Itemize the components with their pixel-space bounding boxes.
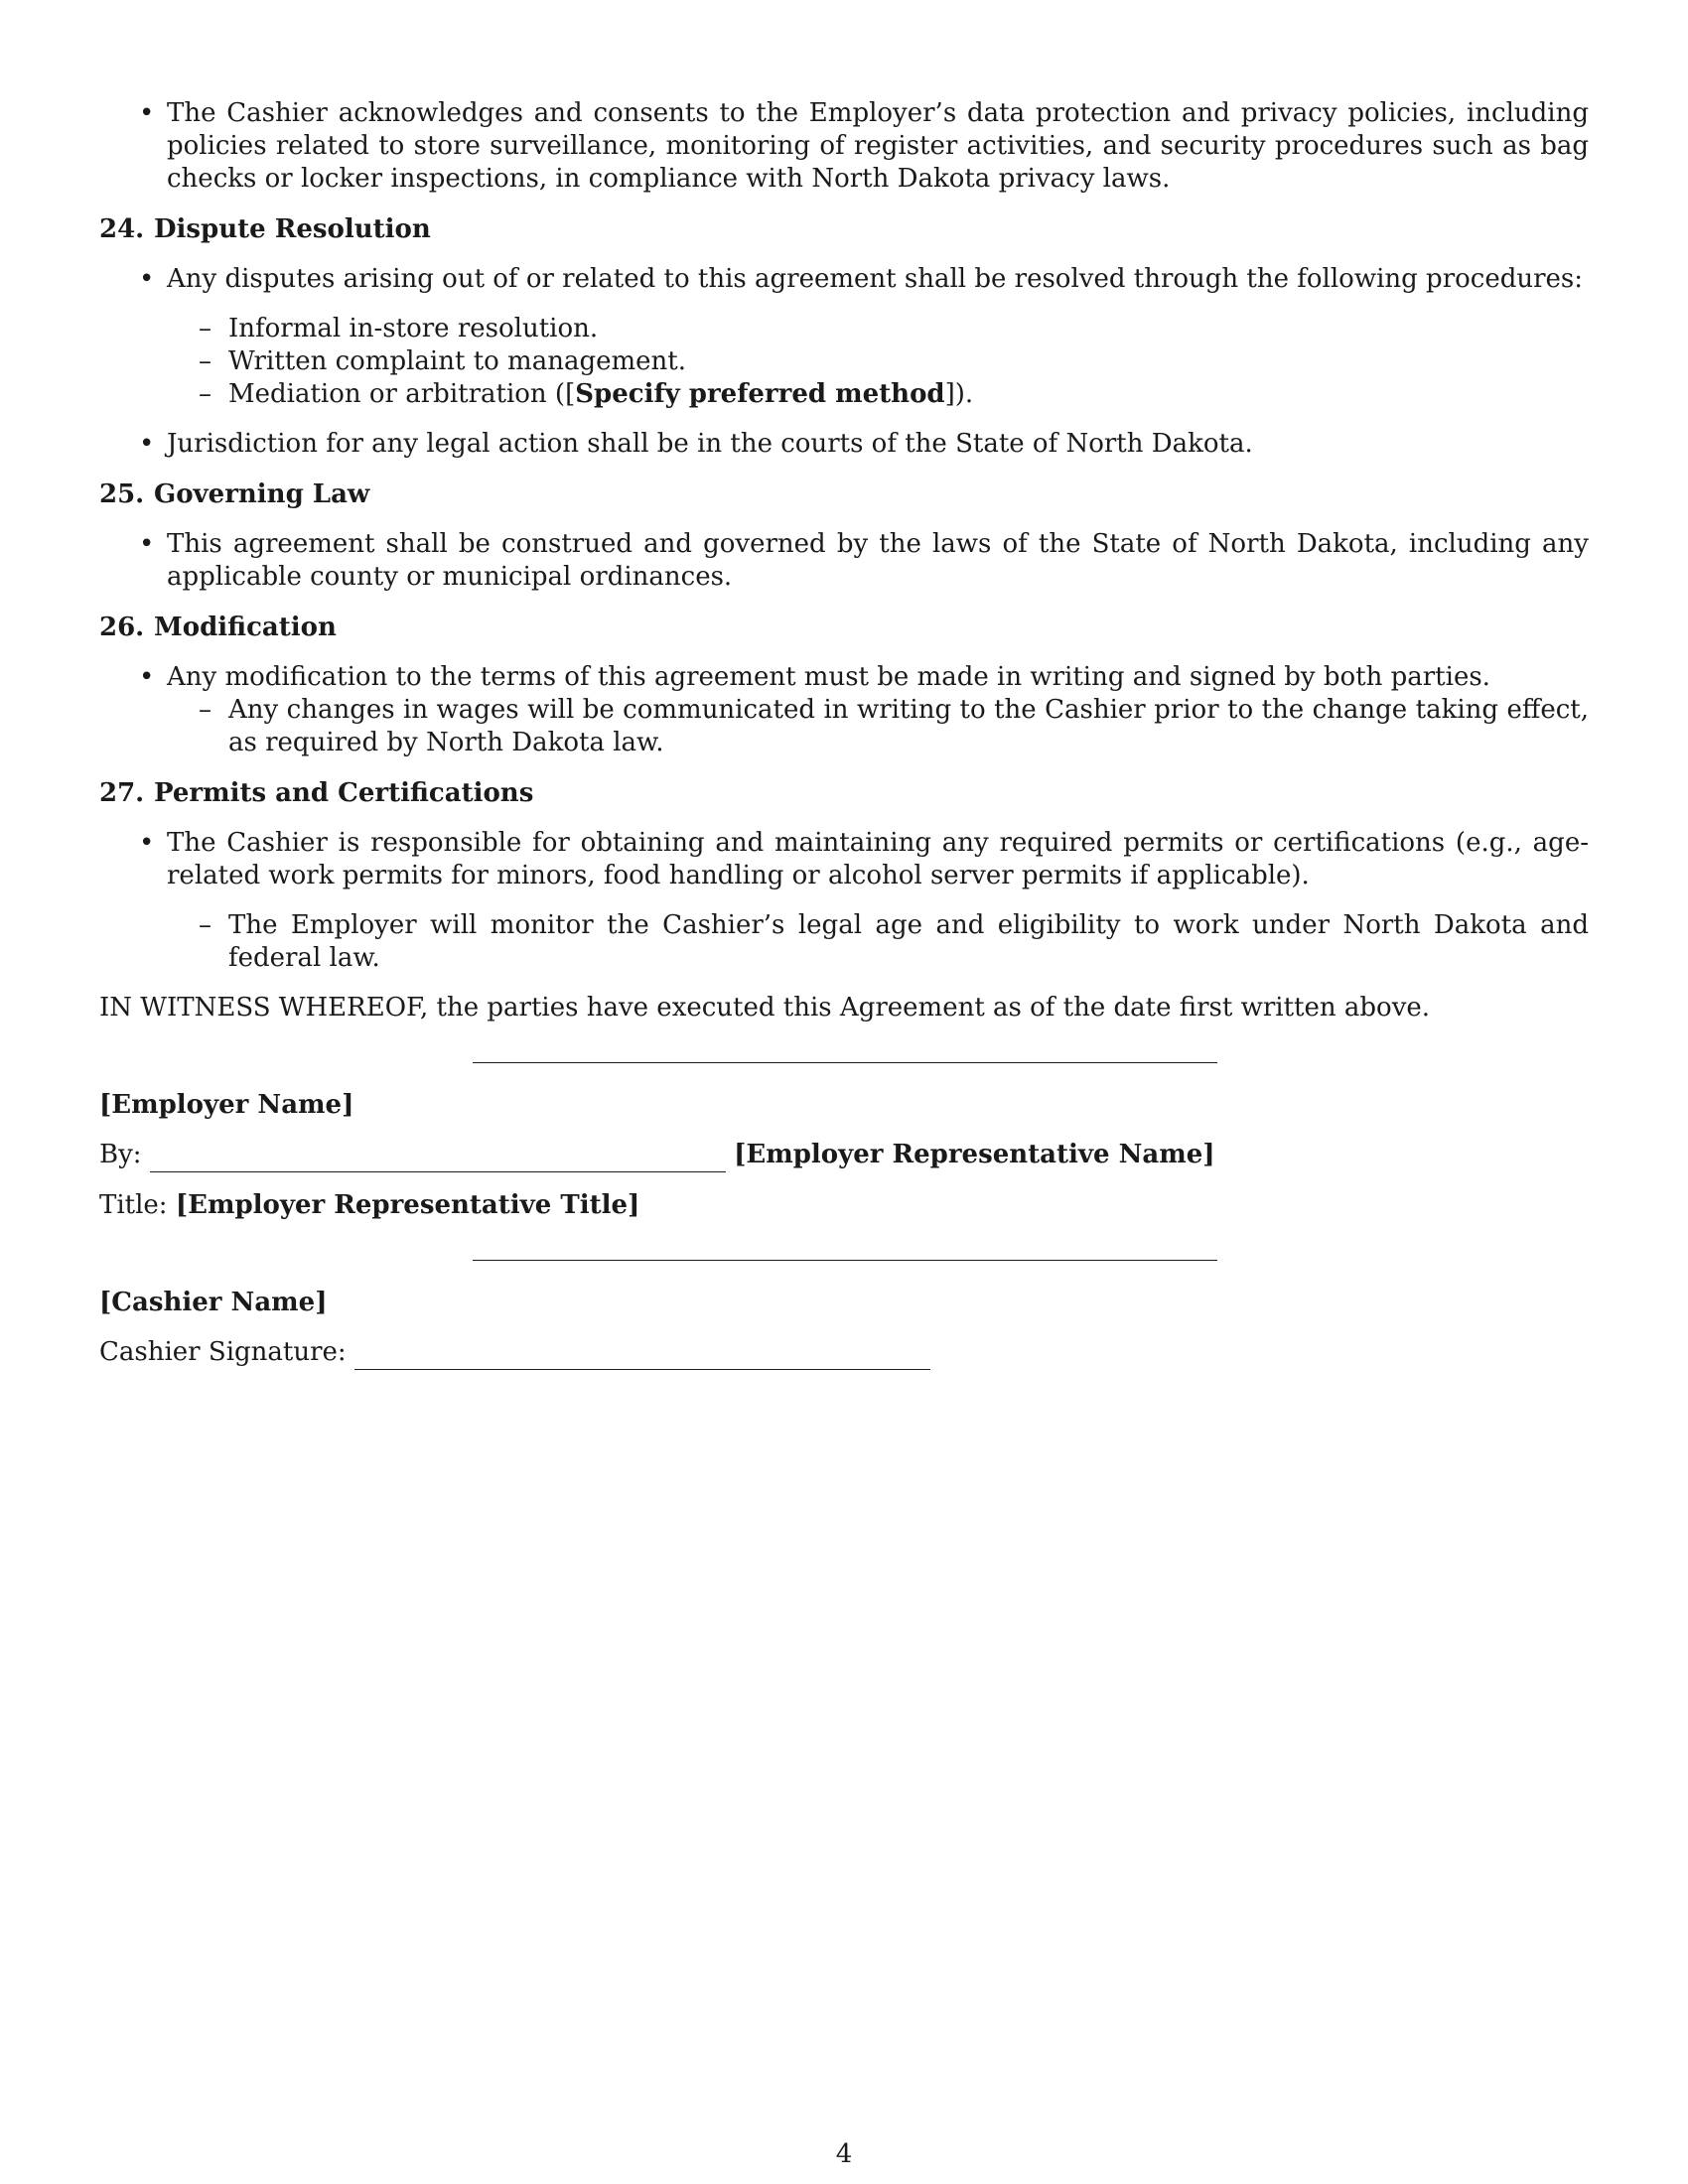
- sub-list-item: – The Employer will monitor the Cashier’s legal age and eligibility to work under North Dakota and federal law.: [99, 909, 1589, 975]
- section-26-heading: [99, 612, 1589, 644]
- cashier-name: [Cashier Name]: [99, 1288, 328, 1317]
- sub-list-item: – Mediation or arbitration ([Specify preferred method]).: [99, 378, 1589, 411]
- section-title: Modification: [154, 613, 337, 642]
- list-item: • Any modification to the terms of this agreement must be made in writing and signed by both parties.: [99, 661, 1589, 694]
- by-label: By:: [99, 1140, 142, 1169]
- sub-list-item: – Informal in-store resolution.: [99, 313, 1589, 345]
- section-title: Governing Law: [154, 479, 370, 509]
- employer-title-line: [99, 1189, 1589, 1222]
- cashier-signature-row: [99, 1336, 1589, 1370]
- list-item: • The Cashier is responsible for obtaining and maintaining any required permits or certifications (e.g., age-related work permits for minors, food handling or alcohol server permits if applicable).: [99, 827, 1589, 892]
- section-number: 24.: [99, 214, 145, 244]
- list-item: • Any disputes arising out of or related to this agreement shall be resolved through the following procedures:: [99, 263, 1589, 296]
- section-24-heading: [99, 213, 1589, 246]
- document-page: [99, 97, 1589, 1370]
- sub-list-item: – Written complaint to management.: [99, 345, 1589, 378]
- witness-clause: IN WITNESS WHEREOF, the parties have executed this Agreement as of the date first written above.: [99, 993, 1431, 1023]
- section-number: 26.: [99, 613, 145, 642]
- section-27-heading: [99, 777, 1589, 810]
- employer-by-line: [99, 1139, 1589, 1172]
- section-number: 27.: [99, 778, 145, 808]
- sub-list-item: – Any changes in wages will be communicated in writing to the Cashier prior to the change taking effect, as required by North Dakota law.: [99, 694, 1589, 759]
- employer-rep-signature-field[interactable]: [150, 1139, 726, 1172]
- page-number: 4: [835, 2139, 853, 2169]
- employer-rep-title: [Employer Representative Title]: [175, 1190, 640, 1220]
- section-title: Permits and Certifications: [154, 778, 534, 808]
- section-number: 25.: [99, 479, 145, 509]
- list-item: • This agreement shall be construed and governed by the laws of the State of North Dakota, including any applicable county or municipal ordinances.: [99, 528, 1589, 594]
- title-label: Title:: [99, 1190, 168, 1220]
- cashier-signature-label: Cashier Signature:: [99, 1337, 347, 1367]
- privacy-consent-bullet: • The Cashier acknowledges and consents to the Employer’s data protection and privacy policies, including policies related to store surveillance, monitoring of register activities, and security procedures such as bag checks or locker inspections, in compliance with North Dakota privacy laws.: [99, 97, 1589, 196]
- list-item: • Jurisdiction for any legal action shall be in the courts of the State of North Dakota.: [99, 428, 1589, 461]
- section-title: Dispute Resolution: [154, 214, 431, 244]
- section-25-heading: [99, 478, 1589, 511]
- employer-rep-name: [Employer Representative Name]: [734, 1140, 1215, 1169]
- employer-name: [Employer Name]: [99, 1090, 354, 1120]
- cashier-signature-field[interactable]: [354, 1336, 930, 1370]
- placeholder-field: Specify preferred method: [575, 379, 945, 409]
